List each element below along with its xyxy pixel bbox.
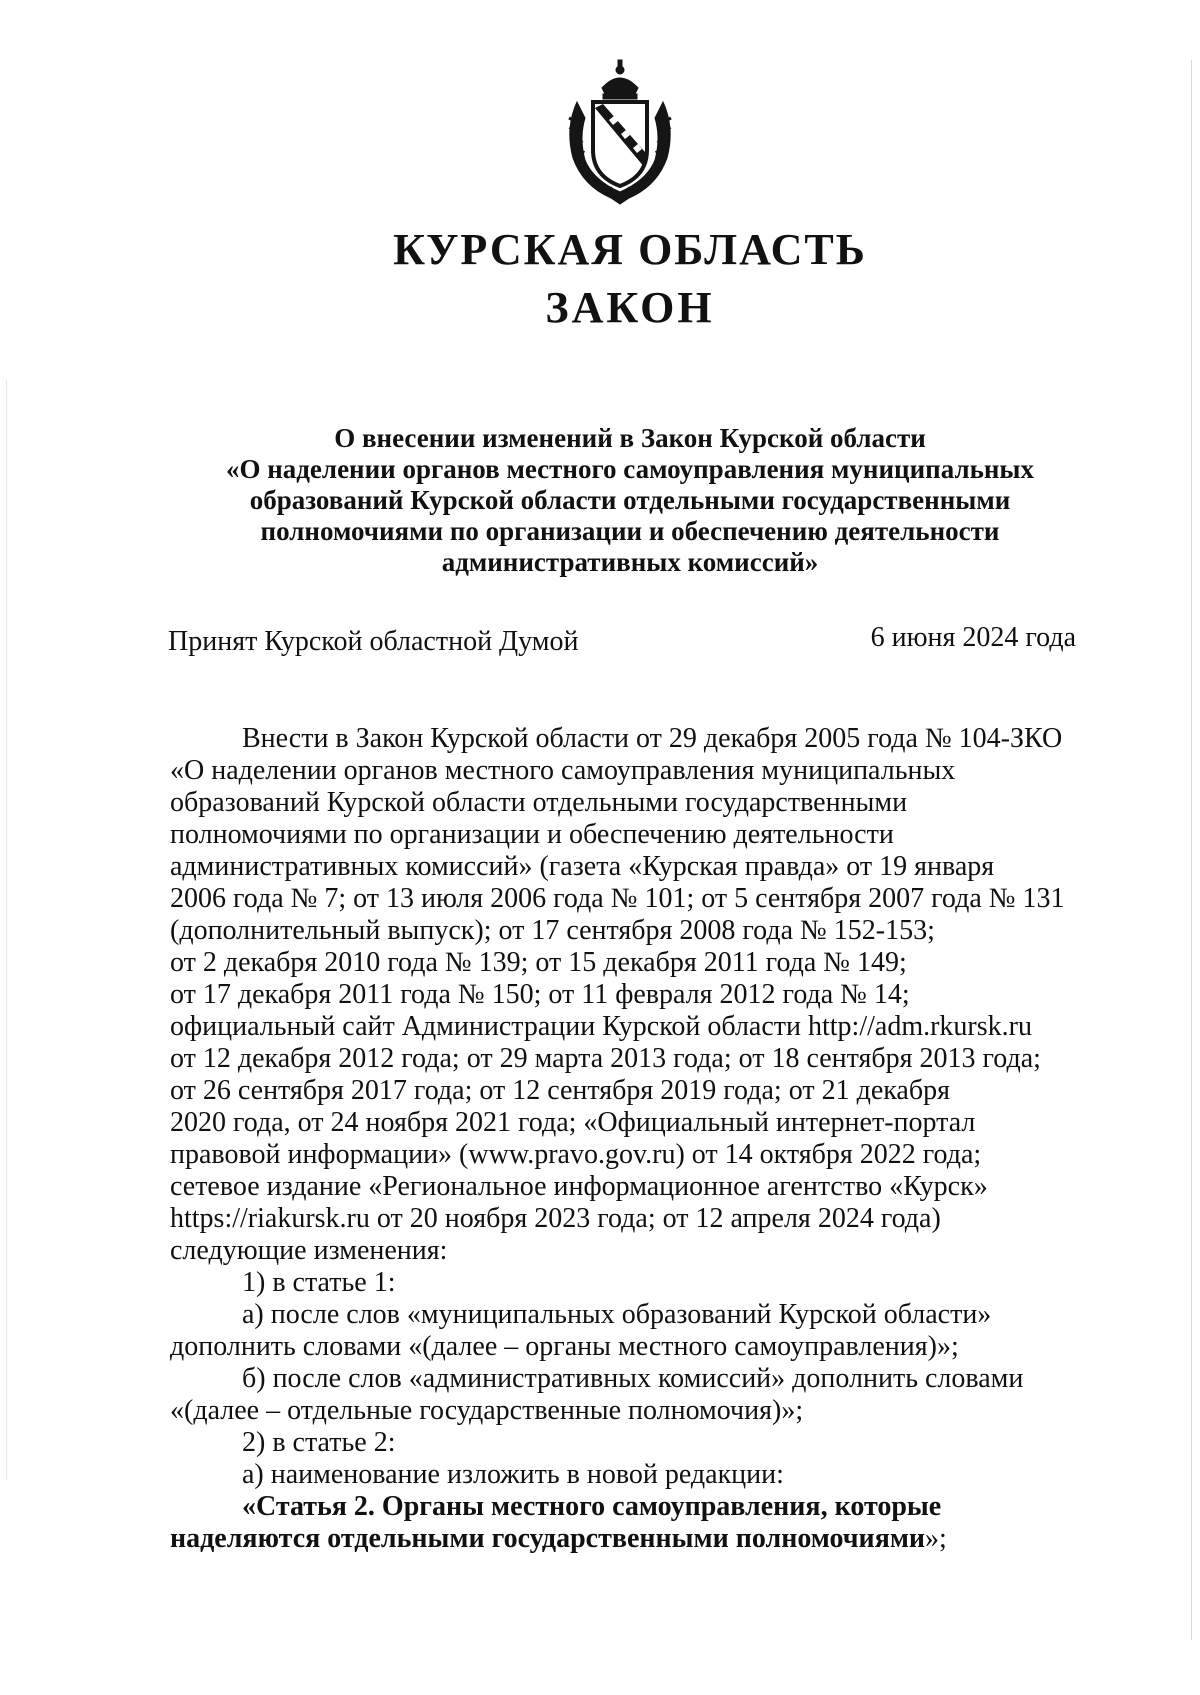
body-line bbox=[170, 1043, 1084, 1075]
body-line-text: https://riakursk.ru от 20 ноября 2023 года; от 12 апреля 2024 года) bbox=[170, 1203, 941, 1234]
body-line-text: от 12 декабря 2012 года; от 29 марта 2013 года; от 18 сентября 2013 года; bbox=[170, 1043, 1041, 1074]
law-title-line: О внесении изменений в Закон Курской области bbox=[334, 423, 926, 453]
law-title-line: «О наделении органов местного самоуправления муниципальных bbox=[225, 454, 1035, 484]
body-line bbox=[170, 819, 1084, 851]
body-line-text: «(далее – отдельные государственные полномочия)»; bbox=[170, 1395, 804, 1426]
body-line-text: а) наименование изложить в новой редакции: bbox=[242, 1459, 784, 1490]
body-line bbox=[170, 1075, 1084, 1107]
body-line bbox=[170, 1107, 1084, 1139]
body-line-text: полномочиями по организации и обеспечению деятельности bbox=[170, 819, 894, 850]
body-line bbox=[170, 947, 1084, 979]
body-line bbox=[170, 1459, 1084, 1491]
kursk-coat-of-arms-icon bbox=[555, 58, 685, 208]
body-line-text: а) после слов «муниципальных образований Курской области» bbox=[242, 1299, 992, 1330]
body-line-text: (дополнительный выпуск); от 17 сентября 2008 года № 152-153; bbox=[170, 915, 935, 946]
body-line-text: дополнить словами «(далее – органы местного самоуправления)»; bbox=[170, 1331, 959, 1362]
body-line-text: «Статья 2. Органы местного самоуправления, которые bbox=[242, 1491, 942, 1522]
body-line-text: от 17 декабря 2011 года № 150; от 11 февраля 2012 года № 14; bbox=[170, 979, 910, 1010]
body-line-text: 2) в статье 2: bbox=[242, 1427, 396, 1458]
body-line-text: Внести в Закон Курской области от 29 декабря 2005 года № 104-ЗКО bbox=[242, 723, 1063, 754]
body-line bbox=[170, 1139, 1084, 1171]
body-line bbox=[170, 979, 1084, 1011]
body-line bbox=[170, 755, 1084, 787]
body-line-text: 2020 года, от 24 ноября 2021 года; «Официальный интернет-портал bbox=[170, 1107, 976, 1138]
body-line bbox=[170, 1267, 1084, 1299]
body-line bbox=[170, 883, 1084, 915]
body-line bbox=[170, 915, 1084, 947]
body-line-text: правовой информации» (www.pravo.gov.ru) от 14 октября 2022 года; bbox=[170, 1139, 982, 1170]
body-line-text: «О наделении органов местного самоуправления муниципальных bbox=[170, 755, 956, 786]
body-line bbox=[170, 1491, 1084, 1523]
adoption-date: 6 июня 2024 года bbox=[870, 622, 1076, 653]
body-line bbox=[170, 1299, 1084, 1331]
body-line-text: официальный сайт Администрации Курской области http://adm.rkursk.ru bbox=[170, 1011, 1032, 1042]
body-line-text: административных комиссий» (газета «Курская правда» от 19 января bbox=[170, 851, 995, 882]
body-line bbox=[170, 1523, 1084, 1555]
body-line-text: 1) в статье 1: bbox=[242, 1267, 396, 1298]
law-body bbox=[170, 723, 1084, 1555]
body-line-text: сетевое издание «Региональное информационное агентство «Курск» bbox=[170, 1171, 988, 1202]
body-line-text: от 26 сентября 2017 года; от 12 сентября 2019 года; от 21 декабря bbox=[170, 1075, 950, 1106]
law-title-line: образований Курской области отдельными государственными bbox=[249, 485, 1011, 515]
body-line-text: образований Курской области отдельными государственными bbox=[170, 787, 908, 818]
body-line-text: 2006 года № 7; от 13 июля 2006 года № 101; от 5 сентября 2007 года № 131 bbox=[170, 883, 1065, 914]
body-line bbox=[170, 1235, 1084, 1267]
body-line bbox=[170, 1427, 1084, 1459]
body-line bbox=[170, 1395, 1084, 1427]
body-line bbox=[170, 723, 1084, 755]
body-line-text: б) после слов «административных комиссий» дополнить словами bbox=[242, 1363, 1024, 1394]
body-line bbox=[170, 851, 1084, 883]
scan-edge-line bbox=[6, 380, 7, 1480]
body-line bbox=[170, 787, 1084, 819]
region-heading: КУРСКАЯ ОБЛАСТЬ bbox=[393, 225, 867, 274]
body-line-text: следующие изменения: bbox=[170, 1235, 448, 1266]
law-title-line: административных комиссий» bbox=[441, 547, 819, 577]
body-line bbox=[170, 1171, 1084, 1203]
document-type-heading: ЗАКОН bbox=[545, 283, 715, 332]
body-line bbox=[170, 1011, 1084, 1043]
body-line-text: наделяются отдельными государственными полномочиями bbox=[170, 1523, 926, 1554]
body-line bbox=[170, 1331, 1084, 1363]
body-line bbox=[170, 1363, 1084, 1395]
body-line bbox=[170, 1203, 1084, 1235]
law-title bbox=[150, 423, 1110, 578]
adopted-by-text: Принят Курской областной Думой bbox=[168, 626, 579, 657]
body-line-text: от 2 декабря 2010 года № 139; от 15 декабря 2011 года № 149; bbox=[170, 947, 907, 978]
law-title-line: полномочиями по организации и обеспечению деятельности bbox=[260, 516, 1000, 546]
body-line-tail: »; bbox=[925, 1523, 947, 1554]
